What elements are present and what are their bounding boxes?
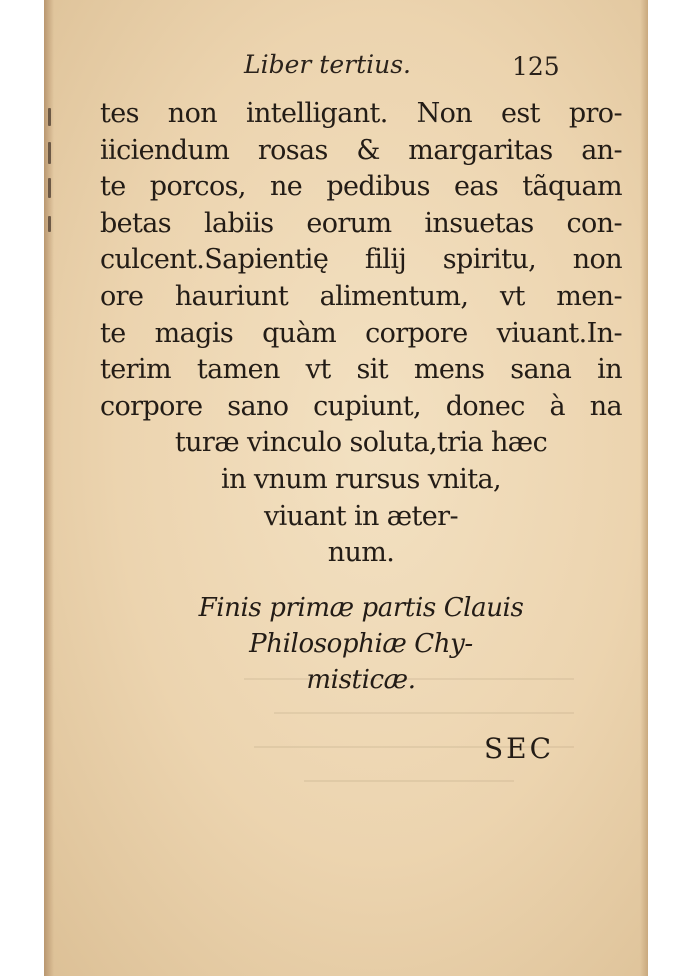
page-number: 125: [512, 52, 560, 81]
margin-mark: [48, 142, 51, 164]
text-line: num.: [327, 537, 395, 569]
text-line: corpore sano cupiunt, donec à na: [100, 390, 622, 422]
colophon: [100, 590, 622, 698]
margin-mark: [48, 216, 51, 232]
page-header: [44, 46, 648, 86]
running-title: Liber tertius.: [244, 50, 412, 79]
text-line: te magis quàm corpore viuant.In-: [100, 317, 622, 349]
text-line: turæ vinculo soluta,tria hæc: [174, 427, 548, 459]
text-line: te porcos, ne pedibus eas tãquam: [100, 171, 622, 203]
text-line: iiciendum rosas & margaritas an-: [100, 134, 622, 166]
body-text: [100, 96, 622, 572]
text-line: culcent.Sapientię filij spiritu, non: [100, 244, 622, 276]
margin-mark: [48, 178, 51, 198]
text-line: betas labiis eorum insuetas con-: [100, 207, 622, 239]
catchword: SEC: [484, 732, 555, 765]
colophon-line: Finis primæ partis Clauis: [198, 593, 524, 623]
page-edge-shadow: [640, 0, 648, 976]
colophon-line: Philosophiæ Chy-: [249, 629, 473, 659]
margin-mark: [48, 108, 51, 126]
colophon-line: misticæ.: [306, 665, 416, 695]
book-page: [44, 0, 648, 976]
text-line: viuant in æter-: [263, 500, 459, 532]
text-line: terim tamen vt sit mens sana in: [100, 354, 622, 386]
text-line: tes non intelligant. Non est pro-: [100, 98, 622, 129]
text-line: ore hauriunt alimentum, vt men-: [100, 280, 622, 312]
text-line: in vnum rursus vnita,: [221, 463, 501, 495]
